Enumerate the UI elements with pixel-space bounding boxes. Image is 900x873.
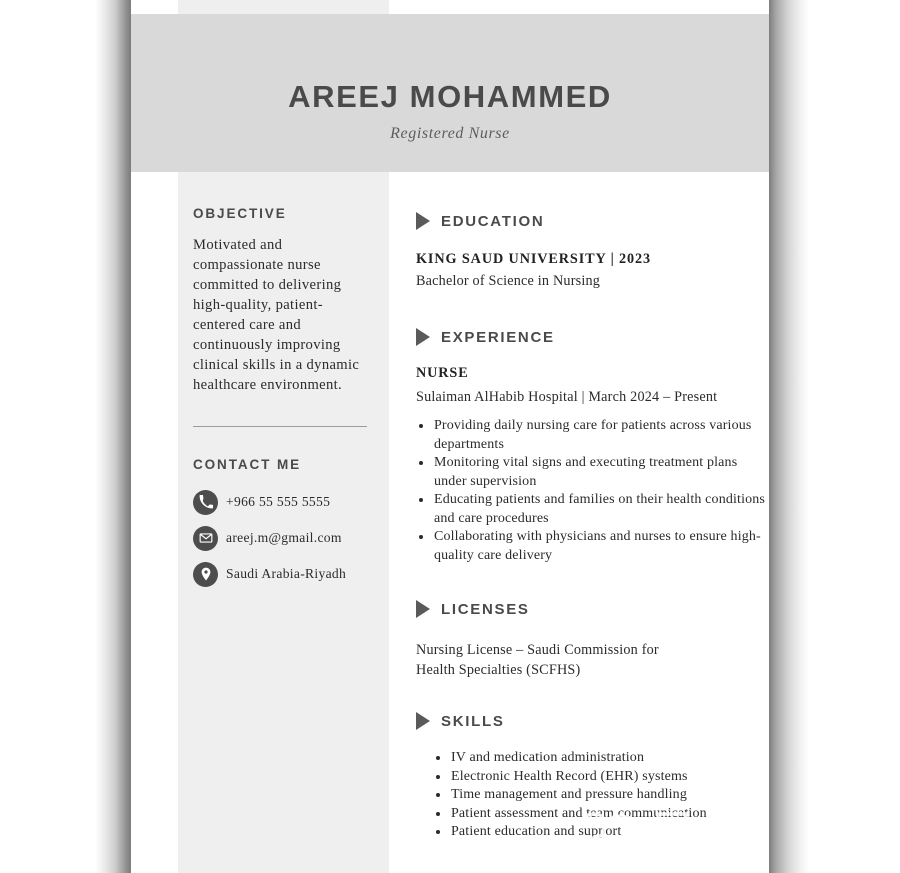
play-triangle-icon [416, 212, 430, 230]
skills-heading: SKILLS [441, 712, 505, 730]
education-heading: EDUCATION [441, 212, 545, 230]
envelope-icon [193, 526, 218, 551]
experience-bullet-list [416, 417, 766, 565]
licenses-text: Nursing License – Saudi Commission for Health Specialties (SCFHS) [416, 642, 659, 678]
list-item: Patient assessment and team communication [433, 805, 766, 824]
licenses-heading-row [416, 600, 766, 618]
contact-section [193, 457, 379, 590]
list-item: Patient education and support [433, 823, 766, 842]
location-value: Saudi Arabia-Riyadh [226, 566, 347, 581]
experience-section [416, 328, 766, 565]
licenses-heading: LICENSES [441, 600, 530, 618]
contact-item-location[interactable] [193, 558, 379, 590]
phone-icon [193, 490, 218, 515]
sidebar-divider [193, 426, 367, 427]
education-degree: Bachelor of Science in Nursing [416, 273, 601, 289]
contact-item-phone[interactable] [193, 486, 379, 518]
page-shadow-left [95, 0, 131, 873]
experience-heading-row [416, 328, 766, 346]
contact-heading: CONTACT ME [193, 457, 301, 472]
skills-section [416, 712, 766, 842]
play-triangle-icon [416, 712, 430, 730]
skills-bullet-list [416, 749, 766, 842]
resume-page [131, 0, 769, 873]
list-item: IV and medication administration [433, 749, 766, 768]
page-shadow-right [769, 0, 809, 873]
location-pin-icon [193, 562, 218, 587]
resume-header [131, 14, 769, 172]
sidebar [193, 206, 379, 594]
education-institution: KING SAUD UNIVERSITY | 2023 [416, 251, 652, 267]
education-heading-row [416, 212, 766, 230]
objective-heading: OBJECTIVE [193, 206, 287, 221]
contact-item-email[interactable] [193, 522, 379, 554]
play-triangle-icon [416, 600, 430, 618]
objective-text: Motivated and compassionate nurse committed to delivering high-quality, patient-centered care and continuously improving clinical skills in a dynamic healthcare environment. [193, 237, 360, 393]
phone-value: +966 55 555 5555 [226, 494, 331, 509]
email-value: areej.m@gmail.com [226, 530, 342, 545]
skills-heading-row [416, 712, 766, 730]
experience-heading: EXPERIENCE [441, 328, 555, 346]
candidate-role: Registered Nurse [390, 125, 510, 142]
objective-section [193, 206, 379, 395]
list-item: Providing daily nursing care for patients across various departments [416, 417, 766, 454]
list-item: Electronic Health Record (EHR) systems [433, 768, 766, 787]
licenses-section [416, 600, 766, 680]
education-section [416, 212, 766, 290]
candidate-name: AREEJ MOHAMMED [288, 79, 612, 114]
list-item: Educating patients and families on their health conditions and care procedures [416, 491, 766, 528]
experience-job-title: NURSE [416, 365, 469, 381]
experience-employer: Sulaiman AlHabib Hospital | March 2024 – Present [416, 389, 718, 405]
play-triangle-icon [416, 328, 430, 346]
list-item: Time management and pressure handling [433, 786, 766, 805]
list-item: Collaborating with physicians and nurses to ensure high-quality care delivery [416, 528, 766, 565]
list-item: Monitoring vital signs and executing treatment plans under supervision [416, 454, 766, 491]
